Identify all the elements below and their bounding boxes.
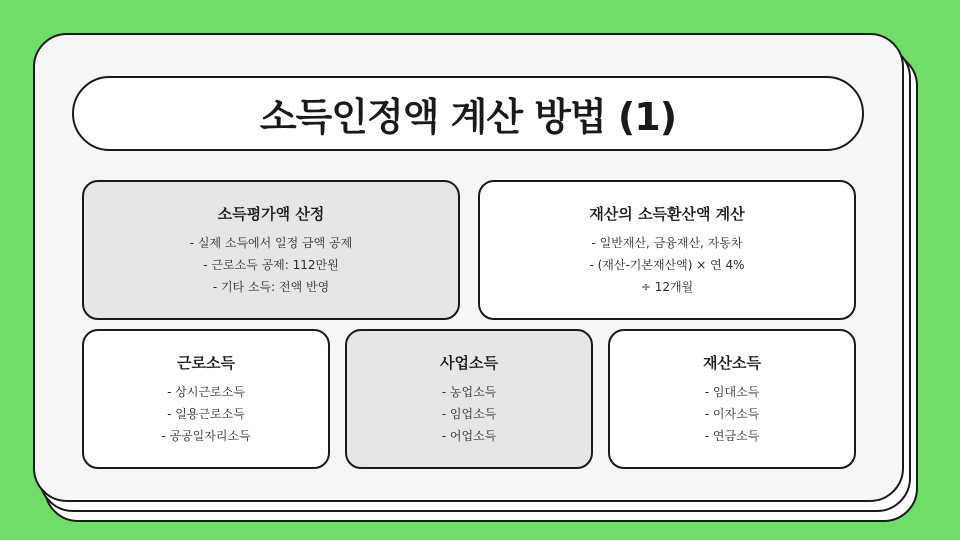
box-line: - 기타 소득: 전액 반영 [212, 279, 330, 294]
income-evaluation-box [82, 180, 460, 320]
box-title: 소득평가액 산정 [217, 204, 325, 223]
box-title: 재산소득 [703, 353, 761, 372]
box-line: - 이자소득 [704, 406, 760, 421]
box-line: - (재산-기본재산액) × 연 4% [589, 257, 745, 272]
box-line: - 연금소득 [704, 428, 760, 443]
box-line: - 일반재산, 금융재산, 자동차 [591, 235, 743, 250]
box-line: - 임업소득 [441, 406, 497, 421]
box-title: 근로소득 [177, 353, 235, 372]
box-line: - 공공일자리소득 [161, 428, 251, 443]
box-title: 사업소득 [440, 353, 498, 372]
box-line: - 상시근로소득 [167, 384, 245, 399]
earned-income-box [82, 329, 330, 469]
business-income-box [345, 329, 593, 469]
title-banner [72, 76, 864, 151]
box-line: - 근로소득 공제: 112만원 [203, 257, 339, 272]
box-line: - 어업소득 [441, 428, 497, 443]
property-income-box [608, 329, 856, 469]
box-line: - 농업소득 [441, 384, 497, 399]
page-title: 소득인정액 계산 방법 (1) [259, 95, 677, 139]
property-conversion-box [478, 180, 856, 320]
box-line: - 실제 소득에서 일정 금액 공제 [189, 235, 353, 250]
box-line: ÷ 12개월 [640, 279, 694, 294]
box-line: - 임대소득 [704, 384, 760, 399]
box-line: - 일용근로소득 [167, 406, 245, 421]
box-title: 재산의 소득환산액 계산 [589, 204, 745, 223]
